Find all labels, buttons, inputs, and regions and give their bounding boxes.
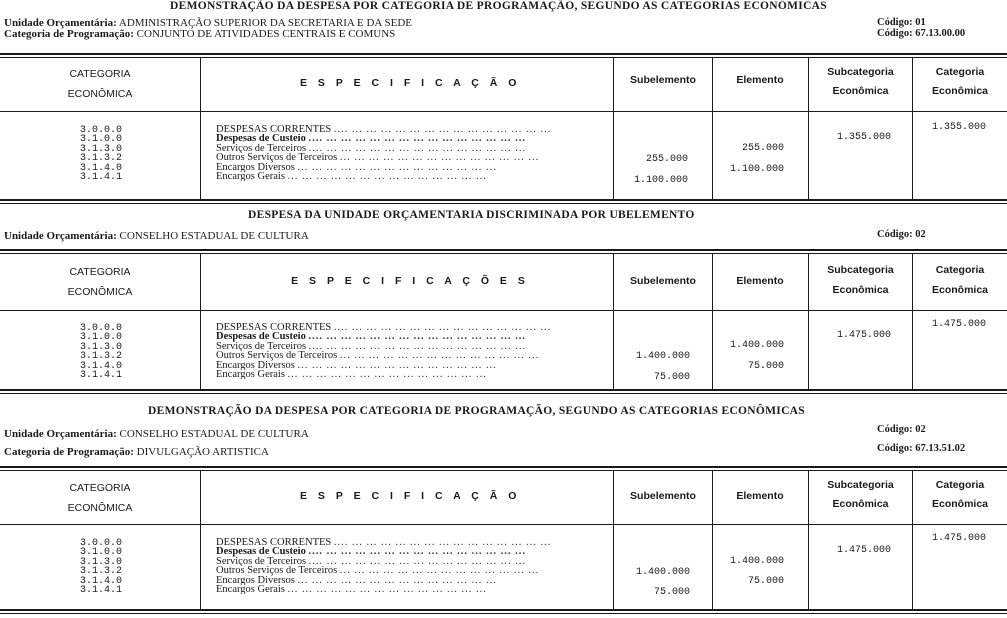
section2-unidade: Unidade Orçamentária: CONSELHO ESTADUAL DE CULTURA (4, 230, 309, 242)
list-item: Encargos Diversos ... ... ... ... ... ... ... ... ... ... ... ... ... ... (216, 162, 497, 173)
section3-subelemento-1: 1.400.000 (635, 567, 690, 578)
col-header-subcategoria: Subcategoria (827, 479, 894, 491)
col-header-subcategoria: Subcategoria (827, 264, 894, 276)
section3-elemento-1: 1.400.000 (729, 556, 784, 567)
section3-elemento-2: 75.000 (747, 576, 784, 587)
section1-codigo: Código: 01 (877, 17, 926, 28)
section1-elemento-1: 255.000 (741, 143, 784, 154)
list-item: 3.1.4.1 (80, 172, 123, 184)
list-item: 3.1.4.0 (80, 162, 123, 174)
section3-subcategoria: 1.475.000 (836, 545, 891, 556)
section3-codigo: Código: 02 (877, 424, 926, 435)
list-item: DESPESAS CORRENTES .... ... ... ... ... ... ... ... ... ... ... ... ... ... ... (216, 125, 552, 135)
section1-elemento-2: 1.100.000 (729, 164, 784, 175)
list-item: Outros Serviços de Terceiros ... ... ... ... ... ... ... ... ... ... ... ... ... ... (216, 153, 540, 163)
section1-codigo-programacao: Código: 67.13.00.00 (877, 28, 966, 39)
col-header-subelemento: Subelemento (630, 74, 696, 86)
col-header-subcategoria-economica: Econômica (832, 498, 889, 510)
section3-subelemento-2: 75.000 (653, 587, 690, 598)
list-item: Serviços de Terceiros .... ... ... ... ... ... ... ... ... ... ... ... ... ... ... (216, 341, 527, 352)
list-item: Despesas de Custeio .... ... ... ... ... ... ... ... ... ... ... ... ... ... ... (216, 134, 526, 144)
col-header-categoria: CATEGORIA (69, 68, 131, 80)
list-item: 3.1.0.0 (80, 134, 123, 146)
list-item: 3.1.3.0 (80, 341, 123, 353)
list-item: 3.1.3.2 (80, 566, 123, 578)
section1-categoria-programacao: Categoria de Programação: CONJUNTO DE ATIVIDADES CENTRAIS E COMUNS (4, 28, 396, 40)
col-header-economica: ECONÔMICA (67, 286, 133, 298)
section2-subcategoria: 1.475.000 (836, 330, 891, 341)
list-item: 3.1.3.2 (80, 153, 123, 165)
section3-codes (80, 539, 122, 595)
col-header-categoria: CATEGORIA (69, 266, 131, 278)
list-item: Despesas de Custeio .... ... ... ... ... ... ... ... ... ... ... ... ... ... ... (216, 332, 526, 342)
section1-title: DEMONSTRAÇÃO DA DESPESA POR CATEGORIA DE PROGRAMAÇÃO, SEGUNDO AS CATEGORIAS ECONÔMICAS (170, 0, 827, 12)
section2-items (216, 323, 611, 379)
section3-unidade: Unidade Orçamentária: CONSELHO ESTADUAL DE CULTURA (4, 428, 309, 440)
list-item: 3.1.4.0 (80, 575, 123, 587)
list-item: 3.1.3.0 (80, 556, 123, 568)
list-item: 3.1.3.2 (80, 351, 123, 363)
col-header-categoria-economica: Categoria (935, 66, 985, 78)
section1-categoria: 1.355.000 (931, 122, 986, 133)
list-item: 3.0.0.0 (80, 323, 123, 334)
list-item: 3.1.4.1 (80, 585, 123, 597)
list-item: Serviços de Terceiros .... ... ... ... ... ... ... ... ... ... ... ... ... ... ... (216, 556, 527, 567)
list-item: 3.1.4.0 (80, 360, 123, 372)
section2-categoria: 1.475.000 (931, 319, 986, 330)
col-header-subcategoria: Subcategoria (827, 66, 894, 78)
list-item: Outros Serviços de Terceiros ... ... ... ... ... ... ... ... ... ... ... ... ... ... (216, 566, 540, 576)
col-header-categoria: CATEGORIA (69, 482, 131, 494)
section1-unidade: Unidade Orçamentária: ADMINISTRAÇÃO SUPERIOR DA SECRETARIA E DA SEDE (4, 17, 412, 29)
col-header-subelemento: Subelemento (630, 275, 696, 287)
list-item: Serviços de Terceiros .... ... ... ... ... ... ... ... ... ... ... ... ... ... ... (216, 143, 527, 154)
section2-subelemento-2: 75.000 (653, 372, 690, 383)
list-item: Encargos Gerais ... ... ... ... ... ... ... ... ... ... ... ... ... ... (216, 172, 487, 182)
list-item: Encargos Diversos ... ... ... ... ... ... ... ... ... ... ... ... ... ... (216, 360, 497, 371)
section1-items (216, 125, 611, 181)
section1-subelemento-2: 1.100.000 (633, 175, 688, 186)
col-header-categoria-economica: Categoria (935, 264, 985, 276)
col-header-economica: ECONÔMICA (67, 502, 133, 514)
col-header-subelemento: Subelemento (630, 490, 696, 502)
list-item: Encargos Gerais ... ... ... ... ... ... ... ... ... ... ... ... ... ... (216, 585, 487, 595)
list-item: 3.1.0.0 (80, 547, 123, 559)
list-item: Outros Serviços de Terceiros ... ... ... ... ... ... ... ... ... ... ... ... ... ... (216, 351, 540, 361)
section3-categoria-programacao: Categoria de Programação: DIVULGAÇÃO ARTISTICA (4, 446, 269, 458)
col-header-especificacoes: E S P E C I F I C A Ç Õ E S (291, 275, 529, 287)
list-item: DESPESAS CORRENTES .... ... ... ... ... ... ... ... ... ... ... ... ... ... ... (216, 323, 552, 333)
section3-title: DEMONSTRAÇÃO DA DESPESA POR CATEGORIA DE PROGRAMAÇÃO, SEGUNDO AS CATEGORIAS ECONÔMICAS (148, 405, 805, 417)
col-header-elemento: Elemento (736, 490, 784, 502)
section1-codes (80, 126, 122, 182)
list-item: DESPESAS CORRENTES .... ... ... ... ... ... ... ... ... ... ... ... ... ... ... (216, 538, 552, 548)
list-item: Encargos Diversos ... ... ... ... ... ... ... ... ... ... ... ... ... ... (216, 575, 497, 586)
col-header-subcategoria-economica: Econômica (832, 85, 889, 97)
col-header-categoria-economica: Categoria (935, 479, 985, 491)
section2-codigo: Código: 02 (877, 229, 926, 240)
section1-subelemento-1: 255.000 (645, 154, 688, 165)
col-header-especificacao: E S P E C I F I C A Ç Ã O (300, 77, 521, 89)
section3-items (216, 538, 611, 594)
col-header-subcategoria-economica: Econômica (832, 284, 889, 296)
section2-elemento-1: 1.400.000 (729, 340, 784, 351)
list-item: 3.1.0.0 (80, 332, 123, 344)
col-header-categoria-economica-2: Econômica (931, 284, 989, 296)
section1-subcategoria: 1.355.000 (836, 132, 891, 143)
section3-codigo-programacao: Código: 67.13.51.02 (877, 443, 966, 454)
col-header-categoria-economica-2: Econômica (931, 85, 989, 97)
col-header-economica: ECONÔMICA (67, 88, 133, 100)
list-item: 3.0.0.0 (80, 538, 123, 549)
col-header-elemento: Elemento (736, 74, 784, 86)
col-header-elemento: Elemento (736, 275, 784, 287)
col-header-especificacao: E S P E C I F I C A Ç Ã O (300, 490, 521, 502)
section2-subelemento-1: 1.400.000 (635, 351, 690, 362)
col-header-categoria-economica-2: Econômica (931, 498, 989, 510)
section2-codes (80, 324, 122, 380)
section2-elemento-2: 75.000 (747, 361, 784, 372)
section2-title: DESPESA DA UNIDADE ORÇAMENTARIA DISCRIMINADA POR UBELEMENTO (248, 209, 695, 221)
list-item: Despesas de Custeio .... ... ... ... ... ... ... ... ... ... ... ... ... ... ... (216, 547, 526, 557)
list-item: 3.1.4.1 (80, 370, 123, 382)
section3-categoria: 1.475.000 (931, 533, 986, 544)
list-item: 3.0.0.0 (80, 125, 123, 136)
list-item: Encargos Gerais ... ... ... ... ... ... ... ... ... ... ... ... ... ... (216, 370, 487, 380)
list-item: 3.1.3.0 (80, 143, 123, 155)
